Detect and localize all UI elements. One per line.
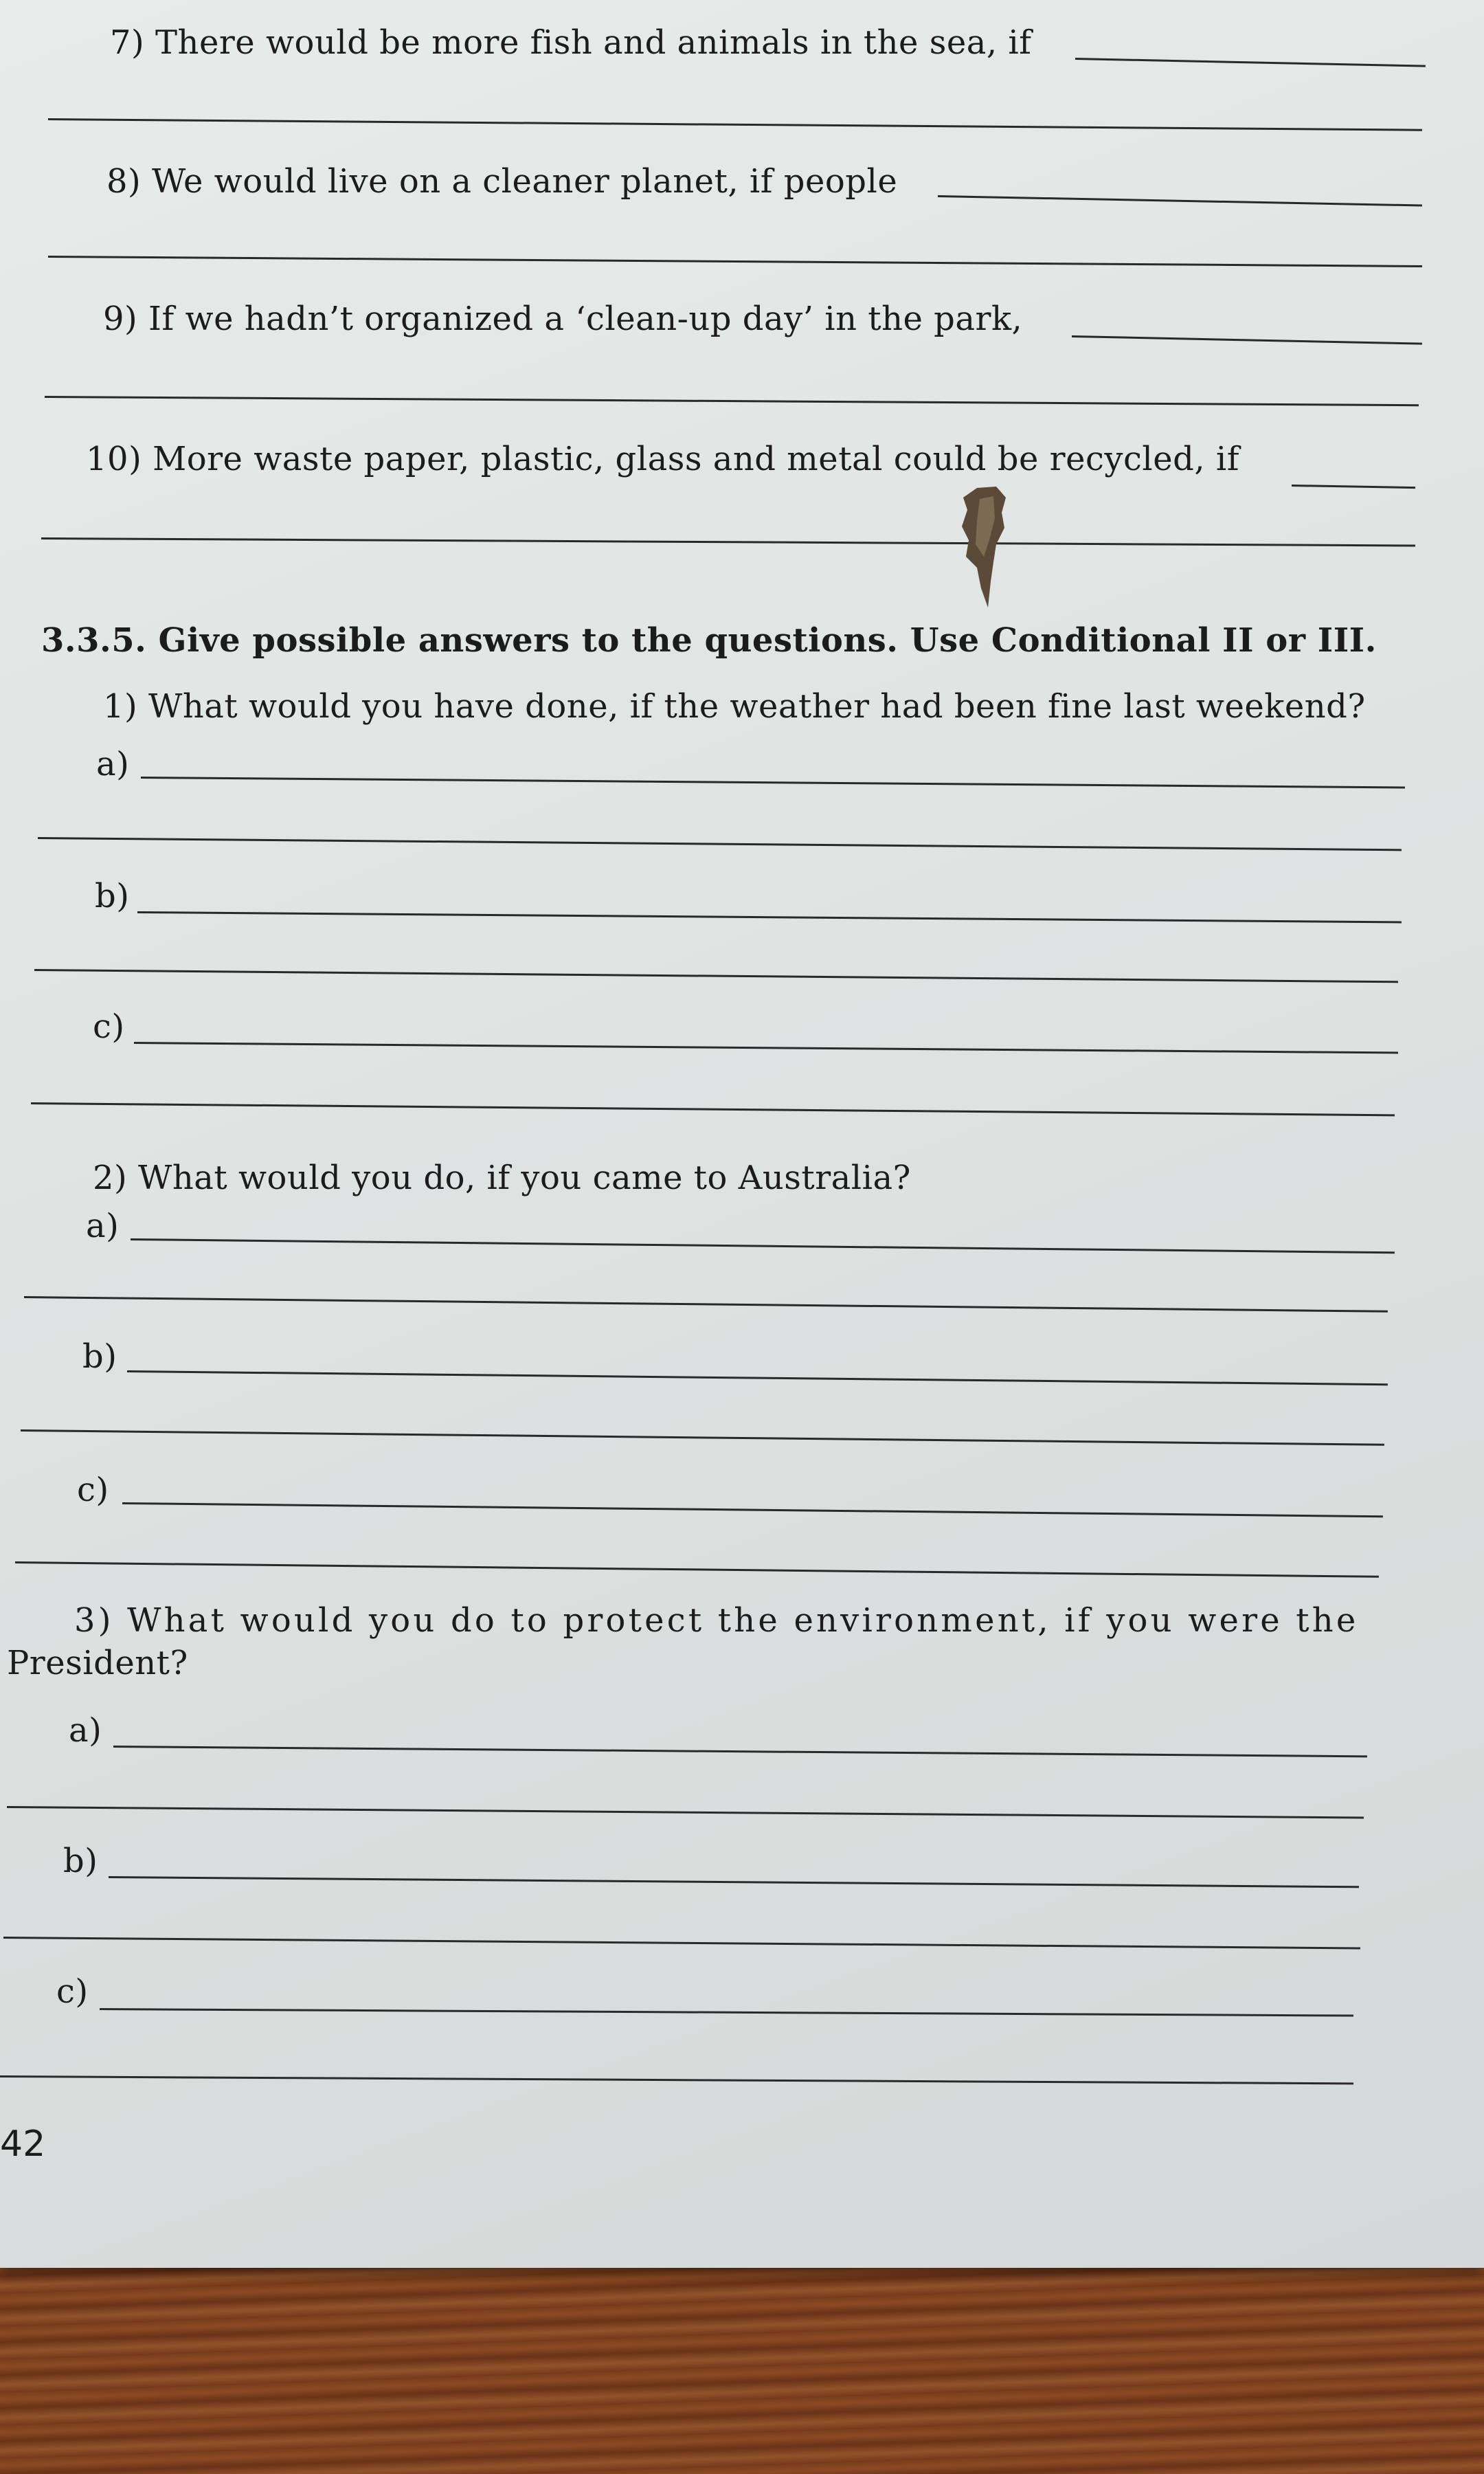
question-3-text: 3) What would you do to protect the environment, if you were the — [74, 1601, 1359, 1640]
answer-line[interactable] — [48, 256, 1422, 267]
answer-line[interactable] — [109, 1876, 1359, 1888]
option-label: c) — [93, 1007, 125, 1046]
option-label: c) — [56, 1972, 89, 2011]
option-label: c) — [77, 1471, 109, 1509]
answer-line[interactable] — [127, 1370, 1388, 1385]
answer-line[interactable] — [113, 1746, 1367, 1757]
answer-line[interactable] — [31, 1102, 1395, 1116]
answer-line[interactable] — [1075, 58, 1426, 67]
answer-line[interactable] — [1072, 335, 1422, 345]
answer-line[interactable] — [122, 1502, 1383, 1517]
option-label: a) — [86, 1207, 120, 1245]
question-2-text: 2) What would you do, if you came to Australia? — [93, 1159, 911, 1197]
item-7-text: 7) There would be more fish and animals in the sea, if — [110, 23, 1032, 62]
page-number: 42 — [0, 2124, 46, 2165]
item-9-text: 9) If we hadn’t organized a ‘clean-up day’ in the park, — [103, 300, 1023, 338]
item-10-text: 10) More waste paper, plastic, glass and metal could be recycled, if — [86, 440, 1239, 478]
answer-line[interactable] — [141, 777, 1405, 788]
answer-line[interactable] — [48, 118, 1422, 131]
answer-line[interactable] — [1292, 484, 1415, 489]
answer-line[interactable] — [45, 396, 1419, 406]
answer-line[interactable] — [938, 195, 1422, 207]
item-8-text: 8) We would live on a cleaner planet, if people — [106, 162, 898, 201]
answer-line[interactable] — [7, 1806, 1364, 1819]
ink-blot — [956, 485, 1011, 609]
answer-line[interactable] — [15, 1561, 1379, 1578]
answer-line[interactable] — [38, 837, 1402, 851]
option-label: b) — [95, 877, 130, 915]
answer-line[interactable] — [131, 1238, 1395, 1253]
wooden-table-surface — [0, 2261, 1484, 2474]
question-1-text: 1) What would you have done, if the weather had been fine last weekend? — [103, 687, 1366, 726]
answer-line[interactable] — [0, 2075, 1353, 2084]
answer-line[interactable] — [3, 1937, 1360, 1950]
answer-line[interactable] — [134, 1042, 1398, 1054]
option-label: a) — [96, 745, 130, 783]
option-label: a) — [69, 1711, 102, 1750]
answer-line[interactable] — [24, 1296, 1388, 1313]
option-label: b) — [63, 1842, 98, 1880]
answer-line[interactable] — [137, 911, 1402, 923]
answer-line[interactable] — [41, 537, 1415, 546]
option-label: b) — [82, 1337, 117, 1376]
answer-line[interactable] — [21, 1429, 1384, 1446]
answer-line[interactable] — [34, 969, 1398, 983]
question-3-text-continued: President? — [7, 1644, 188, 1682]
answer-line[interactable] — [100, 2008, 1353, 2017]
exercise-heading: 3.3.5. Give possible answers to the questions. Use Conditional II or III. — [41, 621, 1377, 660]
